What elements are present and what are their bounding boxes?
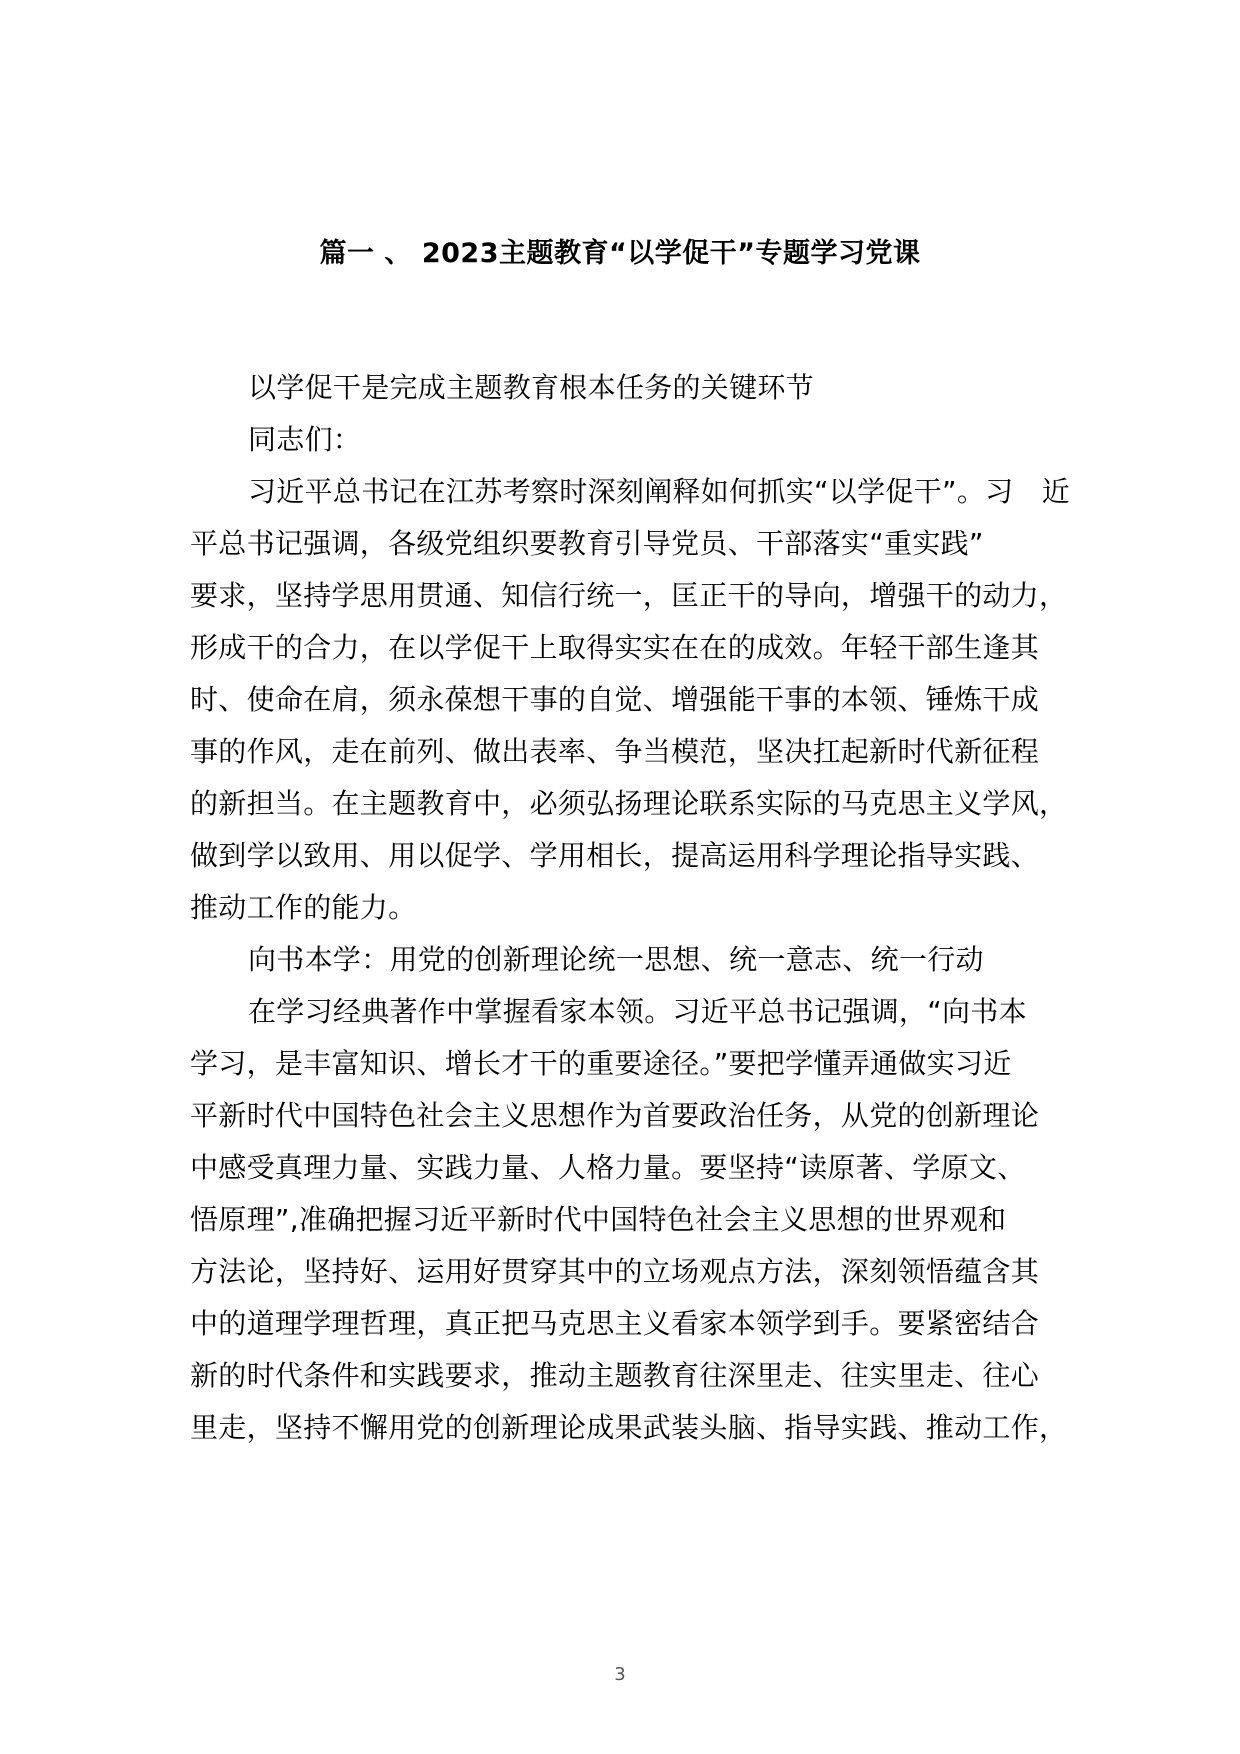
paragraph-line: 做到学以致用、用以促学、学用相长，提高运用科学理论指导实践、	[190, 839, 1040, 872]
paragraph-line: 里走，坚持不懈用党的创新理论成果武装头脑、指导实践、推动工作，	[190, 1411, 1068, 1444]
paragraph-line: 中感受真理力量、实践力量、人格力量。要坚持“读原著、学原文、	[190, 1151, 1026, 1184]
section-heading: 以学促干是完成主题教育根本任务的关键环节	[248, 371, 815, 404]
paragraph-line: 事的作风，走在前列、做出表率、争当模范，坚决扛起新时代新征程	[190, 735, 1040, 768]
section-heading: 向书本学：用党的创新理论统一思想、统一意志、统一行动	[248, 943, 984, 976]
paragraph-line: 中的道理学理哲理，真正把马克思主义看家本领学到手。要紧密结合	[190, 1307, 1040, 1340]
page-number: 3	[614, 1664, 626, 1685]
paragraph-line: 推动工作的能力。	[190, 891, 417, 924]
paragraph-line: 新的时代条件和实践要求，推动主题教育往深里走、往实里走、往心	[190, 1359, 1040, 1392]
paragraph-line: 悟原理”,准确把握习近平新时代中国特色社会主义思想的世界观和	[190, 1203, 1007, 1236]
paragraph-line: 学习，是丰富知识、增长才干的重要途径。”要把学懂弄通做实习近	[190, 1047, 1012, 1080]
paragraph-line: 在学习经典著作中掌握看家本领。习近平总书记强调，“向书本	[248, 995, 1027, 1028]
paragraph-line: 时、使命在肩，须永葆想干事的自觉、增强能干事的本领、锤炼干成	[190, 683, 1040, 716]
paragraph-line: 方法论，坚持好、运用好贯穿其中的立场观点方法，深刻领悟蕴含其	[190, 1255, 1040, 1288]
paragraph-line: 习近平总书记在江苏考察时深刻阐释如何抓实“以学促干”。习 近	[248, 475, 1071, 508]
paragraph-line: 形成干的合力，在以学促干上取得实实在在的成效。年轻干部生逢其	[190, 631, 1040, 664]
paragraph-line: 平新时代中国特色社会主义思想作为首要政治任务，从党的创新理论	[190, 1099, 1040, 1132]
document-title: 篇一 、 2023主题教育“以学促干”专题学习党课	[319, 238, 921, 269]
document-body	[190, 362, 1071, 1454]
paragraph-line: 的新担当。在主题教育中，必须弘扬理论联系实际的马克思主义学风，	[190, 787, 1068, 820]
paragraph-line: 平总书记强调，各级党组织要教育引导党员、干部落实“重实践”	[190, 527, 984, 560]
paragraph-line: 要求，坚持学思用贯通、知信行统一，匡正干的导向，增强干的动力，	[190, 579, 1068, 612]
salutation: 同志们：	[248, 423, 362, 456]
